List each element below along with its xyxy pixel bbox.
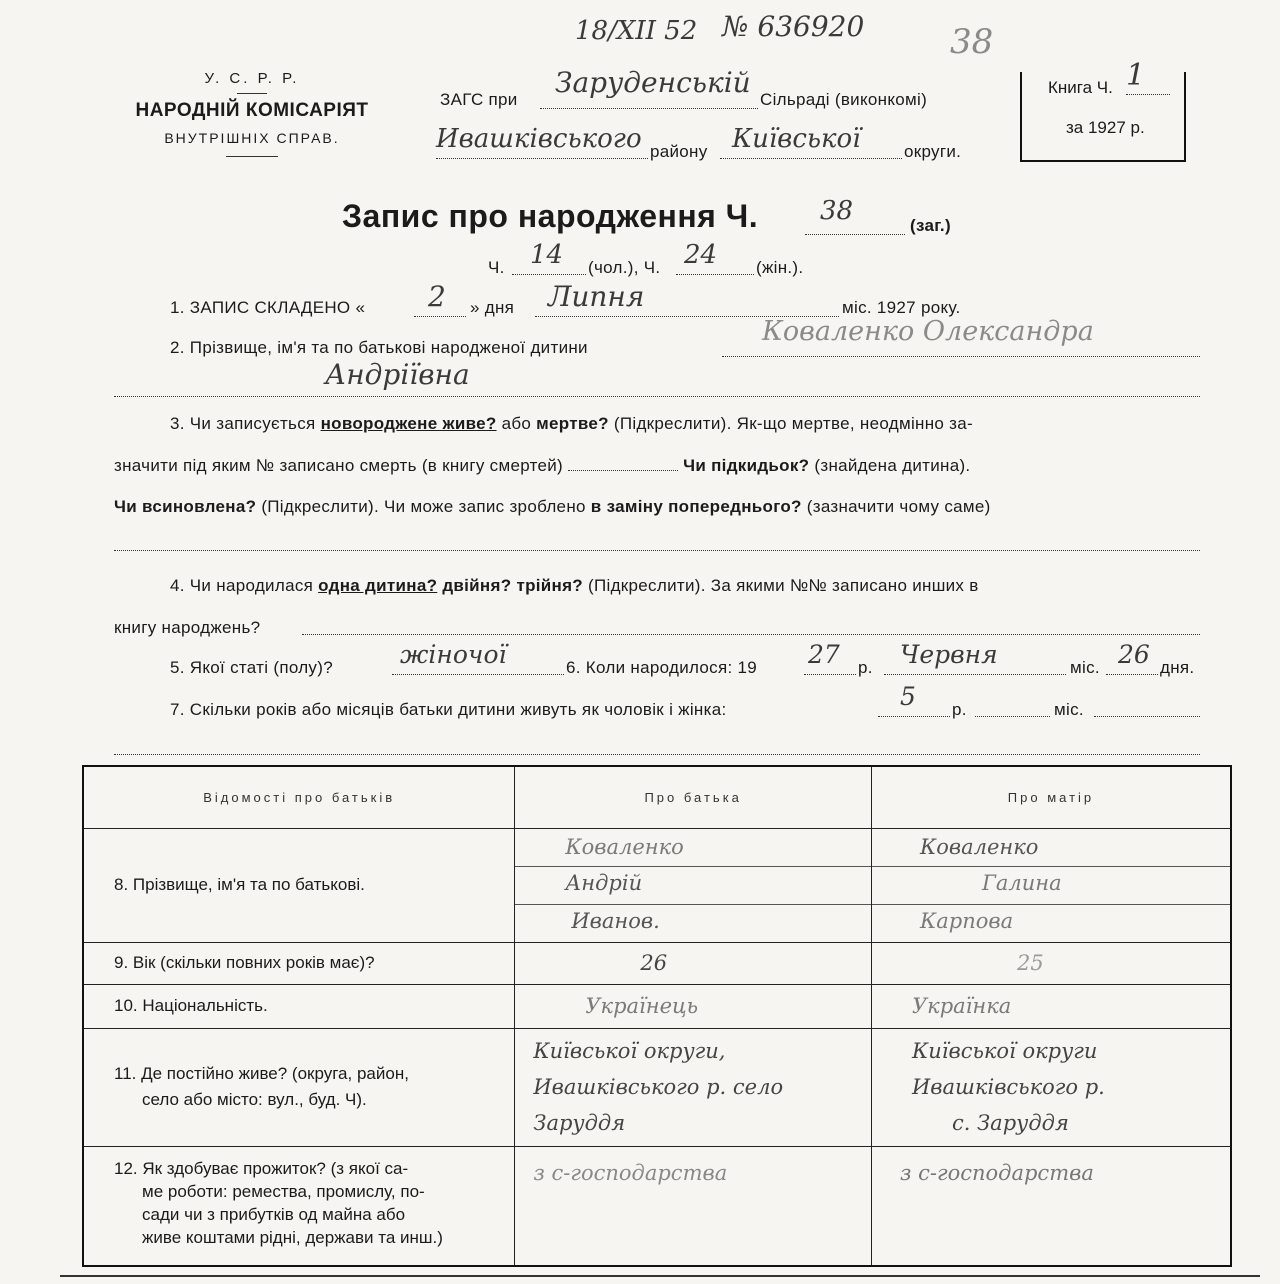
item3-line3 [114,497,991,517]
row11-label [83,1028,515,1146]
mother-first-name: Галина [981,870,1062,895]
item1-day: 2 [428,280,446,313]
item3-line2 [114,456,970,476]
row11-father [515,1028,872,1146]
row12-label-3: сади чи з прибутків од майна або [142,1204,406,1224]
item6-year-suffix: р. [858,658,873,677]
parents-table [82,765,1232,1267]
female-label: (жін.). [756,258,804,277]
item7-months-suffix: міс. [1054,700,1084,719]
row12-label [83,1146,515,1266]
item4-line1 [170,576,979,596]
book-box [1020,58,1186,162]
row8-label: 8. Прізвище, ім'я та по батькові. [83,828,515,942]
row10-father [515,984,872,1028]
male-prefix: Ч. [488,258,505,277]
bottom-edge [60,1275,1260,1277]
table-row-nationality [83,984,1231,1028]
record-title: Запис про народження Ч. [342,198,759,234]
row12-label-2: ме роботи: ремества, промислу, по- [142,1181,425,1201]
item1-month: Липня [548,280,645,313]
item3-adopted: Чи всиновлена? [114,497,257,516]
zags-district: Ивашківського [436,124,642,154]
mother-nationality: Українка [911,994,1012,1018]
item7-label: 7. Скільки років або місяців батьки дитини живуть як чоловік і жінка: [170,700,727,719]
item3-alive: новороджене живе? [320,414,497,433]
item5-sex: жіночої [400,640,507,669]
row12-label-1: 12. Як здобуває прожиток? (з якої са- [114,1158,409,1178]
item4-single: одна дитина? [318,576,438,595]
male-label: (чол.), Ч. [588,258,661,277]
item1-end: міс. 1927 року. [842,298,961,317]
father-surname: Коваленко [565,834,684,859]
father-occupation: з с-господарства [533,1160,728,1185]
row9-father [515,942,872,984]
mother-okrug: Київської округи [911,1039,1098,1063]
item3-text-b: або [501,414,532,433]
item3-text-e: (знайдена дитина). [814,456,971,475]
table-row-residence [83,1028,1231,1146]
father-nationality: Українець [585,994,699,1018]
header-father: Про батька [515,766,872,828]
row11-mother [871,1028,1231,1146]
item7-years-suffix: р. [952,700,967,719]
father-okrug: Київської округи, [533,1039,726,1063]
mother-patronymic: Карпова [919,908,1014,933]
page-number-note: 38 [950,22,994,62]
zags-council: Сільраді (виконкомі) [760,90,928,109]
mother-district: Ивашківського р. [911,1075,1105,1099]
item1-label: 1. ЗАПИС СКЛАДЕНО « [170,298,366,317]
father-village: Заруддя [533,1111,626,1135]
item4-triplets: трійня? [516,576,583,595]
item6-day-suffix: дня. [1160,658,1195,677]
mother-occupation: з с-господарства [899,1160,1094,1185]
row8-mother [871,828,1231,942]
item6-month: Червня [900,640,998,669]
table-header-row [83,766,1231,828]
row12-mother [871,1146,1231,1266]
item6-label: 6. Коли народилося: 19 [566,658,758,677]
father-first-name: Андрій [565,870,643,895]
row8-father [515,828,872,942]
item3-replacement: в заміну попереднього? [590,497,802,516]
item5-label: 5. Якої статі (полу)? [170,658,333,677]
row9-label: 9. Вік (скільки повних років має)? [83,942,515,984]
zags-district-label: району [650,142,708,161]
archive-ref-note: № 636920 [722,10,865,43]
record-number: 38 [820,196,854,226]
zags-okrug: Київської [732,124,861,154]
table-row-name [83,828,1231,942]
item3-text-f: (Підкреслити). Чи може запис зроблено [261,497,586,516]
father-district: Ивашківського р. село [533,1075,784,1099]
father-patronymic: Иванов. [571,908,660,933]
zags-okrug-label: округи. [904,142,962,161]
item2-patronymic: Андріївна [325,358,470,391]
item3-foundling: Чи підкидьок? [683,456,810,475]
item4-text-a: 4. Чи народилася [170,576,314,595]
item4-text-c: книгу народжень? [114,618,261,637]
table-row-occupation [83,1146,1231,1266]
item3-line1 [170,414,973,434]
item3-text-d: значити під яким № записано смерть (в книгу смертей) [114,456,564,475]
table-row-age [83,942,1231,984]
item3-text-g: (зазначити чому саме) [806,497,991,516]
item2-name: Коваленко Олександра [762,316,1094,347]
father-age: 26 [640,951,668,975]
male-number: 14 [530,240,564,270]
row11-label-2: село або місто: вул., буд. Ч). [142,1090,367,1109]
header-mother: Про матір [871,766,1231,828]
item6-day: 26 [1118,640,1150,669]
item7-years: 5 [900,682,916,711]
item6-year: 27 [808,640,840,669]
book-number: 1 [1126,58,1146,93]
row12-father [515,1146,872,1266]
header-info: Відомості про батьків [83,766,515,828]
archive-date-note: 18/XII 52 [575,16,698,46]
org-department: ВНУТРІШНІХ СПРАВ. [164,130,340,146]
zags-village: Заруденській [555,66,751,99]
org-republic: У. С. Р. Р. [204,70,300,87]
item4-text-b: (Підкреслити). За якими №№ записано инших в [588,576,979,595]
item3-text-c: (Підкреслити). Як-що мертве, неодмінно за- [613,414,973,433]
record-total-label: (заг.) [910,216,951,235]
org-header [122,70,382,157]
item2-label: 2. Прізвище, ім'я та по батькові народженої дитини [170,338,588,357]
item3-dead: мертве? [536,414,609,433]
row9-mother [871,942,1231,984]
item3-text-a: 3. Чи записується [170,414,316,433]
row10-label: 10. Національність. [83,984,515,1028]
female-number: 24 [684,240,718,270]
item4-twins: двійня? [442,576,512,595]
mother-village: с. Заруддя [951,1111,1069,1135]
org-commissariat: НАРОДНІЙ КОМІСАРІЯТ [135,100,369,121]
item6-month-suffix: міс. [1070,658,1100,677]
book-year: за 1927 р. [1066,118,1145,137]
zags-prefix: ЗАГС при [440,90,518,109]
row12-label-4: живе коштами рідні, держави та инш.) [142,1227,443,1247]
item1-mid: » дня [470,298,515,317]
row10-mother [871,984,1231,1028]
mother-surname: Коваленко [919,834,1039,859]
book-label: Книга Ч. [1048,78,1113,97]
row11-label-1: 11. Де постійно живе? (округа, район, [114,1064,409,1083]
mother-age: 25 [1016,951,1044,975]
